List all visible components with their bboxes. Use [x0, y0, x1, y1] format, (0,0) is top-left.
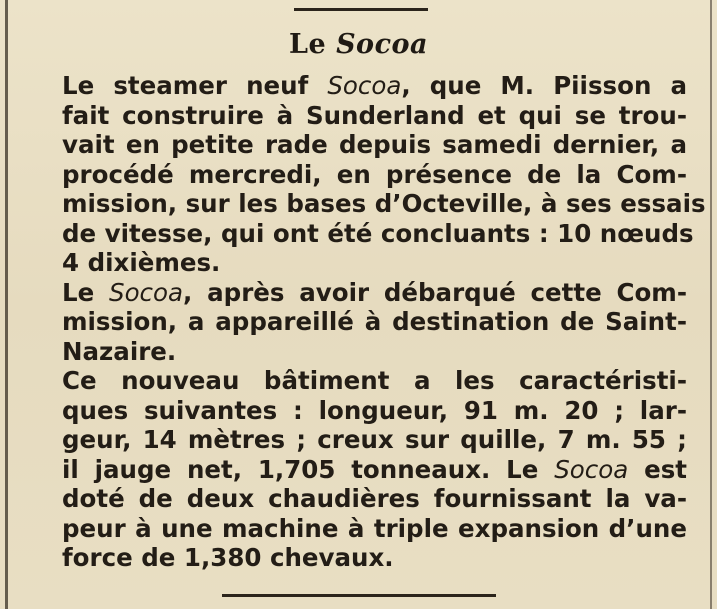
text-line: force de 1,380 chevaux.: [62, 543, 394, 572]
title-prefix: Le: [288, 29, 327, 60]
text-line: fait construire à Sunderland et qui se trou-: [62, 100, 687, 130]
text-line: 4 dixièmes.: [62, 248, 221, 277]
text-line: procédé mercredi, en présence de la Com-: [62, 159, 687, 189]
text-line: geur, 14 mètres ; creux sur quille, 7 m. 55 ;: [62, 425, 687, 454]
top-rule: [294, 8, 428, 11]
text-line: mission, sur les bases d’Octeville, à ses essais: [62, 189, 706, 218]
text-line: il jauge net, 1,705 tonneaux. Le Socoa est: [62, 454, 687, 484]
text-line: mission, a appareillé à destination de Saint-: [62, 307, 687, 336]
text-line: vait en petite rade depuis samedi dernier, a: [62, 130, 687, 159]
title-ship-name: Socoa: [336, 29, 429, 60]
column-rule-left: [5, 0, 8, 609]
text-line: ques suivantes : longueur, 91 m. 20 ; lar-: [62, 395, 687, 425]
text-line: peur à une machine à triple expansion d’une: [62, 513, 687, 543]
text-line: Le Socoa, après avoir débarqué cette Com-: [62, 277, 687, 307]
text-line: Nazaire.: [62, 336, 177, 366]
bottom-rule: [222, 594, 496, 597]
text-line: doté de deux chaudières fournissant la va-: [62, 484, 687, 513]
text-line: Le steamer neuf Socoa, que M. Piisson a: [62, 71, 687, 100]
text-line: de vitesse, qui ont été concluants : 10 nœuds: [62, 218, 694, 248]
article-title: [0, 28, 717, 62]
text-line: Ce nouveau bâtiment a les caractéristi-: [62, 366, 687, 395]
column-rule-right: [710, 0, 712, 609]
